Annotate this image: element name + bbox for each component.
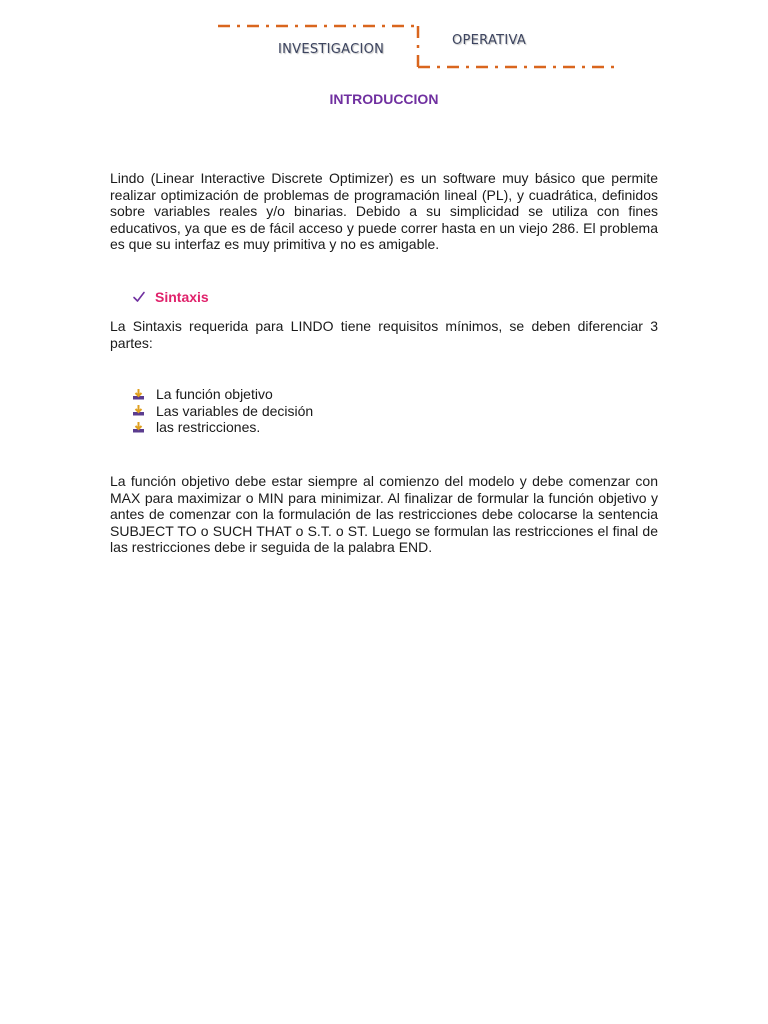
syntax-paragraph: La Sintaxis requerida para LINDO tiene requisitos mínimos, se deben diferenciar 3 partes: (110, 318, 658, 351)
section-heading-sintaxis (132, 289, 209, 305)
banner-word-investigacion: INVESTIGACION (278, 42, 385, 57)
list-item-label: La función objetivo (156, 386, 273, 403)
objective-function-paragraph: La función objetivo debe estar siempre al comienzo del modelo y debe comenzar con MAX para maximizar o MIN para minimizar. Al finalizar de formular la función objetivo y antes de comenzar con la formulación de las restricciones debe colocarse la sentencia SUBJECT TO o SUCH THAT o S.T. o ST. Luego se formulan las restricciones el final de las restricciones debe ir seguida de la palabra END. (110, 473, 658, 556)
bullet-arrow-icon (132, 404, 145, 417)
list-item (132, 419, 313, 436)
banner-word-operativa: OPERATIVA (452, 33, 527, 48)
bullet-arrow-icon (132, 421, 145, 434)
list-item (132, 386, 313, 403)
bullet-arrow-icon (132, 388, 145, 401)
dashed-banner-frame (0, 0, 768, 80)
parts-list (132, 386, 313, 436)
header-banner (0, 0, 768, 80)
intro-paragraph: Lindo (Linear Interactive Discrete Optimizer) es un software muy básico que permite realizar optimización de problemas de programación lineal (PL), y cuadrática, definidos sobre variables reales y/o binarias. Debido a su simplicidad se utiliza con fines educativos, ya que es de fácil acceso y puede correr hasta en un viejo 286. El problema es que su interfaz es muy primitiva y no es amigable. (110, 170, 658, 253)
section-title: Sintaxis (155, 289, 209, 305)
page-title: INTRODUCCION (329, 91, 439, 107)
list-item-label: Las variables de decisión (156, 402, 314, 419)
checkmark-icon (132, 290, 146, 304)
list-item-label: las restricciones. (156, 419, 261, 436)
list-item (132, 403, 313, 420)
